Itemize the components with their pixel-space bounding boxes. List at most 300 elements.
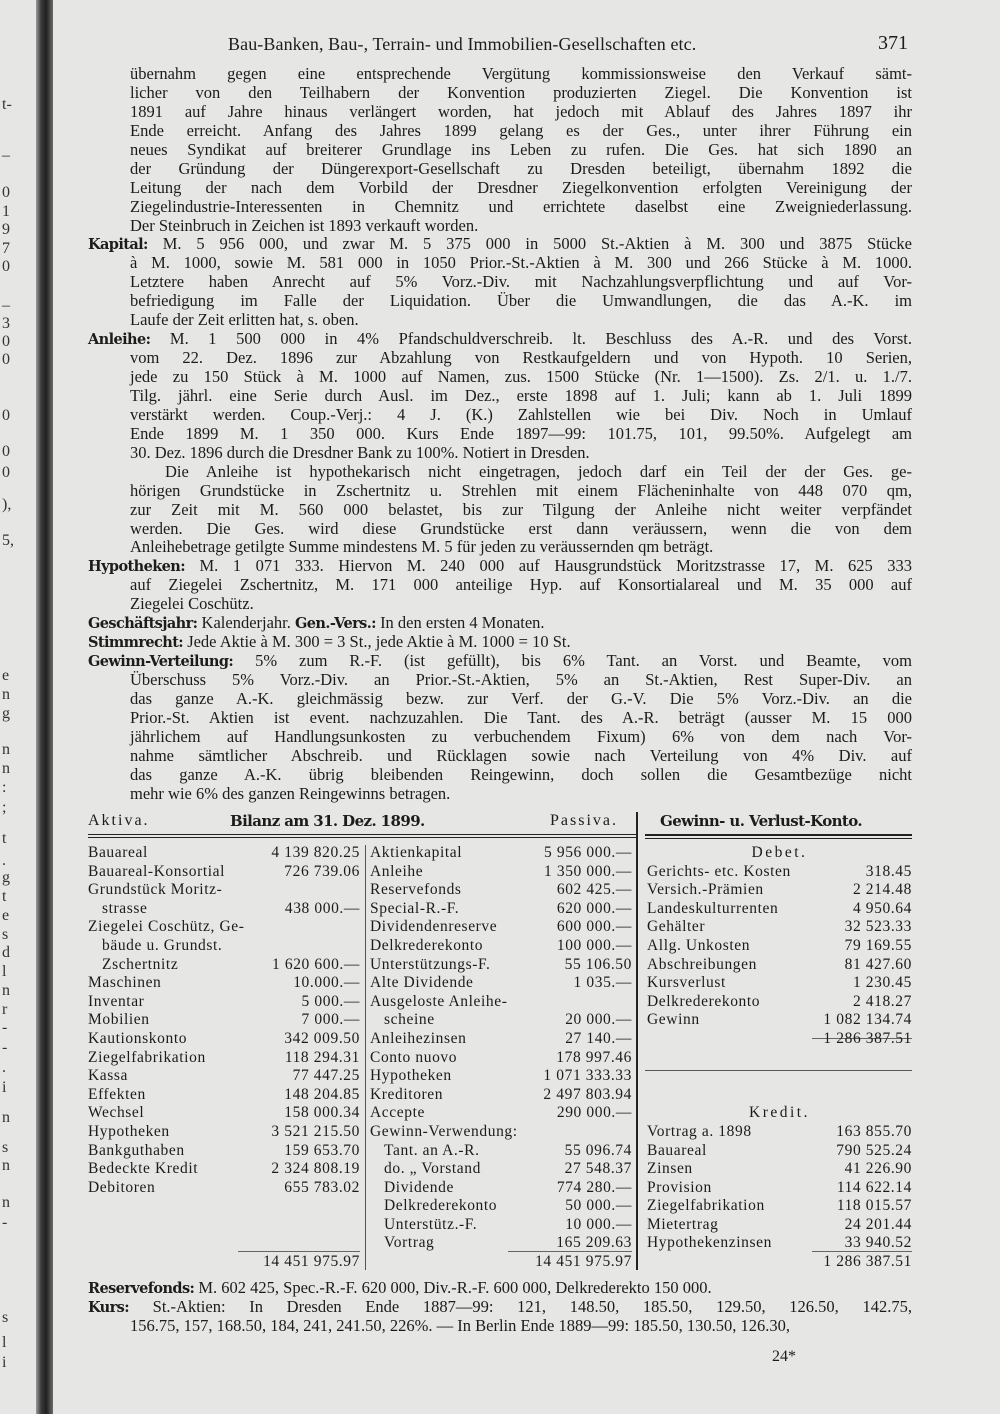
row-label: bäude u. Grundst. bbox=[102, 936, 223, 954]
table-row bbox=[88, 1123, 360, 1142]
body-text bbox=[88, 65, 912, 804]
guv-column bbox=[647, 844, 912, 1272]
margin-fragment: - bbox=[2, 1039, 8, 1056]
passiva-heading: Passiva. bbox=[550, 812, 618, 829]
margin-fragment: s bbox=[2, 1309, 9, 1326]
text-line bbox=[88, 330, 912, 349]
signature-mark: 24* bbox=[772, 1348, 796, 1365]
row-value: 1 035.— bbox=[573, 974, 632, 992]
text-line bbox=[130, 576, 912, 595]
row-value: 10.000.— bbox=[293, 974, 360, 992]
row-label: Anleihe bbox=[370, 862, 424, 880]
line-text: Anleihebetrage getilgte Summe mindestens M. 5 für jeden zu veräussernden qm beträgt. bbox=[130, 537, 714, 557]
margin-fragment: s bbox=[2, 1139, 9, 1156]
page-number: 371 bbox=[878, 32, 908, 54]
margin-fragment: g bbox=[2, 705, 10, 722]
row-label: Ausgeloste Anleihe- bbox=[370, 992, 508, 1010]
row-label: Grundstück Moritz- bbox=[88, 881, 223, 899]
text-line bbox=[88, 1279, 912, 1298]
row-value: 33 940.52 bbox=[844, 1234, 912, 1252]
row-value: 55 096.74 bbox=[564, 1141, 632, 1159]
line-text: mehr wie 6% des ganzen Reingewinns betragen. bbox=[130, 783, 451, 803]
text-line bbox=[88, 557, 912, 576]
line-text: hörigen Grundstücke in Zschertnitz u. Strehlen mit einem Flächeninhalte von 448 070 qm, bbox=[130, 480, 912, 500]
margin-fragment: ), bbox=[2, 496, 12, 513]
line-text: jährlichem auf Handlungsunkosten zu verbuchendem Fixum) 6% von dem nach Vor- bbox=[130, 726, 912, 746]
row-value: 726 739.06 bbox=[284, 862, 360, 880]
row-label: Kreditoren bbox=[370, 1085, 444, 1103]
table-row bbox=[88, 1067, 360, 1086]
row-label: Gewinn-Verwendung: bbox=[370, 1122, 518, 1140]
text-line bbox=[130, 217, 912, 236]
margin-fragment: s bbox=[2, 926, 9, 943]
table-row bbox=[647, 1142, 912, 1161]
line-text: Ziegelindustrie-Interessenten in Chemnitz und errichtete daselbst eine Zweigniederlassung. bbox=[130, 196, 912, 216]
header-rule bbox=[88, 834, 636, 835]
row-value: 2 497 803.94 bbox=[543, 1085, 632, 1103]
header-title: Bau-Banken, Bau-, Terrain- und Immobilien-Gesellschaften etc. bbox=[228, 34, 697, 54]
text-line bbox=[130, 747, 912, 766]
section-label: Gewinn-Verteilung: bbox=[88, 653, 234, 671]
line-text: à M. 1000, sowie M. 581 000 in 1050 Prior.-St.-Aktien à M. 300 und 266 Stücke à M. 1000. bbox=[130, 253, 912, 273]
line-text: Die Anleihe ist hypothekarisch nicht eingetragen, jedoch darf ein Teil der der Ges. ge- bbox=[165, 461, 912, 481]
table-row bbox=[647, 918, 912, 937]
table-row bbox=[370, 956, 632, 975]
text-line bbox=[130, 198, 912, 217]
line-text: das ganze A.-K. übrig bleibenden Reingewinn, doch sollen die Gesamtbezüge nicht bbox=[130, 764, 912, 784]
margin-fragment: e bbox=[2, 907, 10, 924]
row-label: scheine bbox=[384, 1011, 435, 1029]
section-label: Geschäftsjahr: bbox=[88, 615, 198, 633]
table-row bbox=[370, 1011, 632, 1030]
table-row bbox=[647, 1197, 912, 1216]
line-text: 30. Dez. 1896 durch die Dresdner Bank zu 100%. Notiert in Dresden. bbox=[130, 442, 590, 462]
margin-fragment: . bbox=[2, 852, 6, 869]
table-row bbox=[370, 1123, 632, 1142]
table-row bbox=[647, 974, 912, 993]
text-line bbox=[88, 1298, 912, 1317]
text-line bbox=[130, 254, 912, 273]
table-row bbox=[370, 1234, 632, 1253]
table-row bbox=[88, 993, 360, 1012]
table-row bbox=[647, 863, 912, 882]
row-value: 438 000.— bbox=[284, 899, 360, 917]
margin-fragment: ; bbox=[2, 799, 7, 816]
row-value: 1 350 000.— bbox=[544, 862, 632, 880]
table-row bbox=[88, 974, 360, 993]
text-line bbox=[130, 709, 912, 728]
line-text: Ziegelei Coschütz. bbox=[130, 594, 254, 614]
table-row bbox=[88, 1179, 360, 1198]
table-row bbox=[88, 863, 360, 882]
margin-fragment: 0 bbox=[2, 464, 10, 481]
line-text: Ende 1899 M. 1 350 000. Kurs Ende 1897—99: 101.75, 101, 99.50%. Aufgelegt am bbox=[130, 423, 912, 443]
margin-fragment: 0 bbox=[2, 407, 10, 424]
kredit-heading bbox=[647, 1104, 912, 1123]
row-label: Zinsen bbox=[647, 1160, 693, 1178]
text-line bbox=[130, 766, 912, 785]
row-label: Delkrederekonto bbox=[647, 992, 761, 1010]
table-row bbox=[370, 900, 632, 919]
row-value: 290 000.— bbox=[556, 1104, 632, 1122]
section-label: Anleihe: bbox=[88, 331, 151, 349]
passiva-column bbox=[370, 844, 632, 1272]
margin-fragment: t- bbox=[2, 96, 12, 113]
row-value: 1 286 387.51 bbox=[823, 1253, 912, 1271]
margin-fragment: g bbox=[2, 869, 10, 886]
aktiva-column bbox=[88, 844, 360, 1272]
guv-title: Gewinn- u. Verlust-Konto. bbox=[660, 812, 862, 830]
table-row bbox=[647, 900, 912, 919]
margin-fragment: 7 bbox=[2, 240, 10, 257]
row-label: Versich.-Prämien bbox=[647, 881, 764, 899]
row-label: Kassa bbox=[88, 1067, 129, 1085]
table-row bbox=[88, 918, 360, 937]
row-value: 27 140.— bbox=[565, 1029, 632, 1047]
table-row bbox=[370, 937, 632, 956]
margin-fragment: e bbox=[2, 667, 10, 684]
line-text: In den ersten 4 Monaten. bbox=[380, 613, 545, 633]
running-header bbox=[0, 34, 1000, 58]
line-text: M. 1 071 333. Hiervon M. 240 000 auf Hausgrundstück Moritzstrasse 17, M. 625 333 bbox=[199, 556, 913, 576]
table-row bbox=[88, 1216, 360, 1235]
text-line bbox=[130, 122, 912, 141]
text-line bbox=[130, 482, 912, 501]
table-row bbox=[370, 881, 632, 900]
text-line bbox=[130, 103, 912, 122]
row-label: Effekten bbox=[88, 1085, 146, 1103]
row-value: 159 653.70 bbox=[284, 1141, 360, 1159]
row-value: 1 071 333.33 bbox=[543, 1067, 632, 1085]
table-row bbox=[88, 1234, 360, 1253]
text-line bbox=[130, 292, 912, 311]
section-label: Hypotheken: bbox=[88, 558, 185, 576]
row-value: 79 169.55 bbox=[844, 936, 912, 954]
text-line bbox=[88, 652, 912, 671]
margin-fragment: 1 bbox=[2, 203, 10, 220]
text-line bbox=[130, 368, 912, 387]
balance-title: Bilanz am 31. Dez. 1899. bbox=[230, 812, 425, 830]
row-label: Hypotheken bbox=[370, 1067, 452, 1085]
row-value: 790 525.24 bbox=[836, 1141, 912, 1159]
margin-fragment: 5, bbox=[2, 532, 14, 549]
table-row bbox=[370, 1216, 632, 1235]
row-label: Bauareal-Konsortial bbox=[88, 862, 226, 880]
line-text: M. 5 956 000, und zwar M. 5 375 000 in 5000 St.-Aktien à M. 300 und 3875 Stücke bbox=[162, 234, 912, 254]
text-line bbox=[130, 349, 912, 368]
section-heading: Debet. bbox=[751, 844, 808, 861]
table-row bbox=[647, 1011, 912, 1030]
text-line bbox=[130, 1317, 912, 1336]
row-label: Ziegelfabrikation bbox=[647, 1197, 765, 1215]
text-line bbox=[130, 671, 912, 690]
row-value: 118 294.31 bbox=[284, 1048, 360, 1066]
aktiva-heading: Aktiva. bbox=[88, 812, 150, 829]
row-label: Zschertnitz bbox=[102, 955, 179, 973]
section-label: Kurs: bbox=[88, 1298, 129, 1316]
table-row bbox=[647, 937, 912, 956]
row-label: Conto nuovo bbox=[370, 1048, 458, 1066]
row-label: Kautionskonto bbox=[88, 1029, 188, 1047]
aktiva-total bbox=[88, 1253, 360, 1272]
margin-fragment: n bbox=[2, 741, 10, 758]
text-line bbox=[130, 406, 912, 425]
row-label: Bauareal bbox=[647, 1141, 707, 1159]
row-label: Mobilien bbox=[88, 1011, 150, 1029]
line-text: 5% zum R.-F. (ist gefüllt), bis 6% Tant. an Vorst. und Beamte, vom bbox=[255, 651, 912, 671]
text-line bbox=[130, 141, 912, 160]
line-text: nahme sämtlicher Abschreib. und Rücklagen sowie nach Verteilung von 4% Div. auf bbox=[130, 745, 912, 765]
row-label: Special-R.-F. bbox=[370, 899, 460, 917]
row-label: Maschinen bbox=[88, 974, 162, 992]
line-text: Überschuss 5% Vorz.-Div. an Prior.-St.-Aktien, 5% an St.-Aktien, Rest Super-Div. an bbox=[130, 670, 912, 689]
line-text: Leitung der nach dem Vorbild der Dresdner Ziegelkonvention erfolgten Vereinigung der bbox=[130, 177, 912, 197]
row-value: 1 286 387.51 bbox=[823, 1029, 912, 1047]
line-text: Ende erreicht. Anfang des Jahres 1899 gelang es der Ges., unter ihrer Führung ein bbox=[130, 120, 912, 140]
row-label: Alte Dividende bbox=[370, 974, 474, 992]
row-value: 2 418.27 bbox=[852, 992, 912, 1010]
table-row bbox=[647, 956, 912, 975]
text-line bbox=[88, 633, 912, 652]
line-text: werden. Die Ges. wird diese Grundstücke erst dann veräussern, wenn die von dem bbox=[130, 518, 912, 538]
margin-fragment: r bbox=[2, 1001, 8, 1018]
line-text: 156.75, 157, 168.50, 184, 241, 241.50, 226%. — In Berlin Ende 1889—99: 185.50, 130.50, 126.30, bbox=[130, 1315, 790, 1335]
row-value: 2 214.48 bbox=[852, 881, 912, 899]
section-label: Kapital: bbox=[88, 236, 148, 254]
row-label: Reservefonds bbox=[370, 881, 462, 899]
row-label: Ziegelfabrikation bbox=[88, 1048, 206, 1066]
spacer-row bbox=[647, 1067, 912, 1086]
column-divider bbox=[636, 812, 638, 1270]
margin-fragment: i bbox=[2, 1354, 7, 1371]
margin-fragment: 0 bbox=[2, 443, 10, 460]
table-row bbox=[647, 1234, 912, 1253]
line-text: St.-Aktien: In Dresden Ende 1887—99: 121, 148.50, 185.50, 129.50, 126.50, 142.75, bbox=[152, 1296, 912, 1316]
row-value: 1 230.45 bbox=[852, 974, 912, 992]
table-row bbox=[370, 1197, 632, 1216]
row-label: Gewinn bbox=[647, 1011, 700, 1029]
passiva-total bbox=[370, 1253, 632, 1272]
line-text: Der Steinbruch in Zeichen ist 1893 verkauft worden. bbox=[130, 215, 479, 235]
text-line bbox=[165, 463, 912, 482]
row-value: 655 783.02 bbox=[284, 1178, 360, 1196]
table-row bbox=[88, 1049, 360, 1068]
margin-fragment: l bbox=[2, 1334, 7, 1351]
text-line bbox=[130, 425, 912, 444]
row-value: 20 000.— bbox=[565, 1011, 632, 1029]
margin-fragment: n bbox=[2, 686, 10, 703]
row-label: Hypotheken bbox=[88, 1122, 170, 1140]
table-row bbox=[370, 1142, 632, 1161]
text-line bbox=[88, 235, 912, 254]
table-row bbox=[88, 1104, 360, 1123]
table-row bbox=[647, 1179, 912, 1198]
table-row bbox=[370, 863, 632, 882]
row-label: Vortrag bbox=[384, 1234, 435, 1252]
section-heading: Kredit. bbox=[749, 1104, 810, 1122]
row-label: Unterstütz.-F. bbox=[384, 1215, 478, 1233]
row-value: 41 226.90 bbox=[844, 1160, 912, 1178]
text-line bbox=[130, 520, 912, 539]
line-text: verstärkt werden. Coup.-Verj.: 4 J. (K.) Zahlstellen wie bei Div. Noch in Umlauf bbox=[130, 404, 912, 424]
row-label: Inventar bbox=[88, 992, 145, 1010]
margin-fragment: 0 bbox=[2, 333, 10, 350]
text-line bbox=[130, 728, 912, 747]
row-value: 148 204.85 bbox=[284, 1085, 360, 1103]
margin-fragment: : bbox=[2, 779, 7, 796]
row-value: 32 523.33 bbox=[844, 918, 912, 936]
row-value: 14 451 975.97 bbox=[263, 1253, 360, 1271]
line-text: das ganze A.-K. gleichmässig bezw. zur Verf. der G.-V. Die 5% Vorz.-Div. an die bbox=[130, 688, 912, 708]
row-value: 178 997.46 bbox=[556, 1048, 632, 1066]
table-row bbox=[370, 1030, 632, 1049]
row-value: 602 425.— bbox=[556, 881, 632, 899]
table-row bbox=[88, 1011, 360, 1030]
text-line bbox=[130, 311, 912, 330]
table-row bbox=[88, 900, 360, 919]
row-value: 4 950.64 bbox=[852, 899, 912, 917]
section-label: Stimmrecht: bbox=[88, 634, 184, 652]
row-label: Allg. Unkosten bbox=[647, 936, 751, 954]
kredit-total bbox=[647, 1253, 912, 1272]
row-value: 55 106.50 bbox=[564, 955, 632, 973]
table-row bbox=[370, 1086, 632, 1105]
row-label: Unterstützungs-F. bbox=[370, 955, 491, 973]
row-value: 14 451 975.97 bbox=[535, 1253, 632, 1271]
margin-fragment: 0 bbox=[2, 351, 10, 368]
row-label: Kursverlust bbox=[647, 974, 726, 992]
header-rule bbox=[88, 837, 636, 838]
line-text: jede zu 150 Stück à M. 1000 auf Namen, zus. 1500 Stücke (Nr. 1—1500). Zs. 2/1. u. 1./7. bbox=[130, 367, 912, 386]
row-value: 77 447.25 bbox=[292, 1067, 360, 1085]
table-row bbox=[370, 1104, 632, 1123]
table-row bbox=[647, 1123, 912, 1142]
row-value: 24 201.44 bbox=[844, 1215, 912, 1233]
margin-fragment: - bbox=[2, 1214, 8, 1231]
text-line bbox=[130, 690, 912, 709]
table-row bbox=[88, 937, 360, 956]
text-line bbox=[130, 538, 912, 557]
margin-fragment: d bbox=[2, 944, 10, 961]
text-line bbox=[130, 595, 912, 614]
line-text: M. 1 500 000 in 4% Pfandschuldverschreib. lt. Beschluss des A.-R. und des Vorst. bbox=[169, 329, 913, 349]
table-row bbox=[88, 1197, 360, 1216]
line-text: Prior.-St. Aktien ist event. nachzuzahlen. Die Tant. des A.-R. beträgt (ausser M. 15 000 bbox=[130, 707, 912, 727]
row-label: Dividende bbox=[384, 1178, 454, 1196]
row-value: 3 521 215.50 bbox=[271, 1122, 360, 1140]
header-rule bbox=[645, 838, 912, 839]
row-value: 27 548.37 bbox=[564, 1160, 632, 1178]
table-row bbox=[647, 993, 912, 1012]
row-label: Aktienkapital bbox=[370, 844, 463, 861]
row-value: 158 000.34 bbox=[284, 1104, 360, 1122]
row-label: Bedeckte Kredit bbox=[88, 1160, 199, 1178]
line-text: Kalenderjahr. bbox=[201, 613, 291, 633]
margin-fragment: t bbox=[2, 830, 7, 847]
row-label: strasse bbox=[102, 899, 148, 917]
margin-fragment: 9 bbox=[2, 221, 10, 238]
row-label: Accepte bbox=[370, 1104, 425, 1122]
line-text: licher von den Teilhabern der Konvention produzierten Ziegel. Die Konvention ist bbox=[130, 82, 912, 102]
margin-fragment: n bbox=[2, 982, 10, 999]
row-value: 4 139 820.25 bbox=[271, 844, 360, 861]
table-row bbox=[370, 918, 632, 937]
text-line bbox=[130, 501, 912, 520]
row-label: Ziegelei Coschütz, Ge- bbox=[88, 918, 245, 936]
row-value: 620 000.— bbox=[556, 899, 632, 917]
text-line bbox=[130, 387, 912, 406]
text-line bbox=[130, 84, 912, 103]
section-label: Reservefonds: bbox=[88, 1280, 195, 1297]
row-label: Gerichts- etc. Kosten bbox=[647, 862, 791, 880]
table-row bbox=[88, 881, 360, 900]
row-value: 114 622.14 bbox=[836, 1178, 912, 1196]
section-label: Gen.-Vers.: bbox=[295, 615, 376, 633]
row-label: Vortrag a. 1898 bbox=[647, 1122, 752, 1140]
row-value: 10 000.— bbox=[565, 1215, 632, 1233]
text-line bbox=[130, 444, 912, 463]
line-text: auf Ziegelei Zschertnitz, M. 171 000 anteilige Hyp. auf Konsortialareal und M. 35 000 auf bbox=[130, 575, 912, 595]
row-label: Delkrederekonto bbox=[384, 1197, 498, 1215]
row-label: Landeskulturrenten bbox=[647, 899, 779, 917]
row-value: 600 000.— bbox=[556, 918, 632, 936]
row-label: Gehälter bbox=[647, 918, 706, 936]
margin-fragment: n bbox=[2, 1194, 10, 1211]
table-row bbox=[88, 1086, 360, 1105]
margin-fragment: l bbox=[2, 963, 7, 980]
margin-fragment: . bbox=[2, 1059, 6, 1076]
margin-fragment: - bbox=[2, 1019, 8, 1036]
line-text: Laufe der Zeit erlitten hat, s. oben. bbox=[130, 310, 359, 330]
row-value: 774 280.— bbox=[556, 1178, 632, 1196]
row-value: 5 000.— bbox=[301, 992, 360, 1010]
margin-fragment: i bbox=[2, 1079, 7, 1096]
line-text: vom 22. Dez. 1896 zur Abzahlung von Restkaufgeldern und von Hypoth. 10 Serien, bbox=[130, 348, 912, 368]
line-text: Jede Aktie à M. 300 = 3 St., jede Aktie à M. 1000 = 10 St. bbox=[187, 632, 571, 652]
row-value: 1 082 134.74 bbox=[823, 1011, 912, 1029]
row-value: 81 427.60 bbox=[844, 955, 912, 973]
margin-fragment: 0 bbox=[2, 258, 10, 275]
line-text: befriedigung im Falle der Liquidation. Über die Umwandlungen, die das A.-K. im bbox=[130, 291, 912, 311]
table-row bbox=[370, 1049, 632, 1068]
row-label: Abschreibungen bbox=[647, 955, 757, 973]
footer-text bbox=[88, 1279, 912, 1336]
row-label: Tant. an A.-R. bbox=[384, 1141, 480, 1159]
margin-fragment: n bbox=[2, 1109, 10, 1126]
row-value: 5 956 000.— bbox=[544, 844, 632, 861]
row-value: 342 009.50 bbox=[284, 1029, 360, 1047]
spacer-row bbox=[647, 1049, 912, 1068]
book-gutter bbox=[36, 0, 53, 1414]
margin-fragment: t bbox=[2, 888, 7, 905]
text-line bbox=[130, 179, 912, 198]
debet-total bbox=[647, 1030, 912, 1049]
table-row bbox=[88, 1030, 360, 1049]
margin-fragment: n bbox=[2, 760, 10, 777]
line-text: neues Syndikat auf breiterer Grundlage ins Leben zu rufen. Die Ges. hat sich 1890 an bbox=[130, 139, 912, 159]
row-label: Bauareal bbox=[88, 844, 148, 861]
table-row bbox=[370, 974, 632, 993]
row-label: Anleihezinsen bbox=[370, 1029, 467, 1047]
line-text: Tilg. jährl. eine Serie durch Ausl. im Dez., erste 1898 auf 1. Juli; kann ab 1. Juli 1899 bbox=[130, 385, 912, 405]
row-label: Bankguthaben bbox=[88, 1141, 185, 1159]
margin-fragment: n bbox=[2, 1157, 10, 1174]
text-line bbox=[130, 160, 912, 179]
margin-fragment: – bbox=[2, 147, 10, 164]
line-text: übernahm gegen eine entsprechende Vergütung kommissionsweise den Verkauf sämt- bbox=[130, 64, 912, 83]
row-value: 318.45 bbox=[865, 862, 912, 880]
table-row bbox=[88, 844, 360, 863]
